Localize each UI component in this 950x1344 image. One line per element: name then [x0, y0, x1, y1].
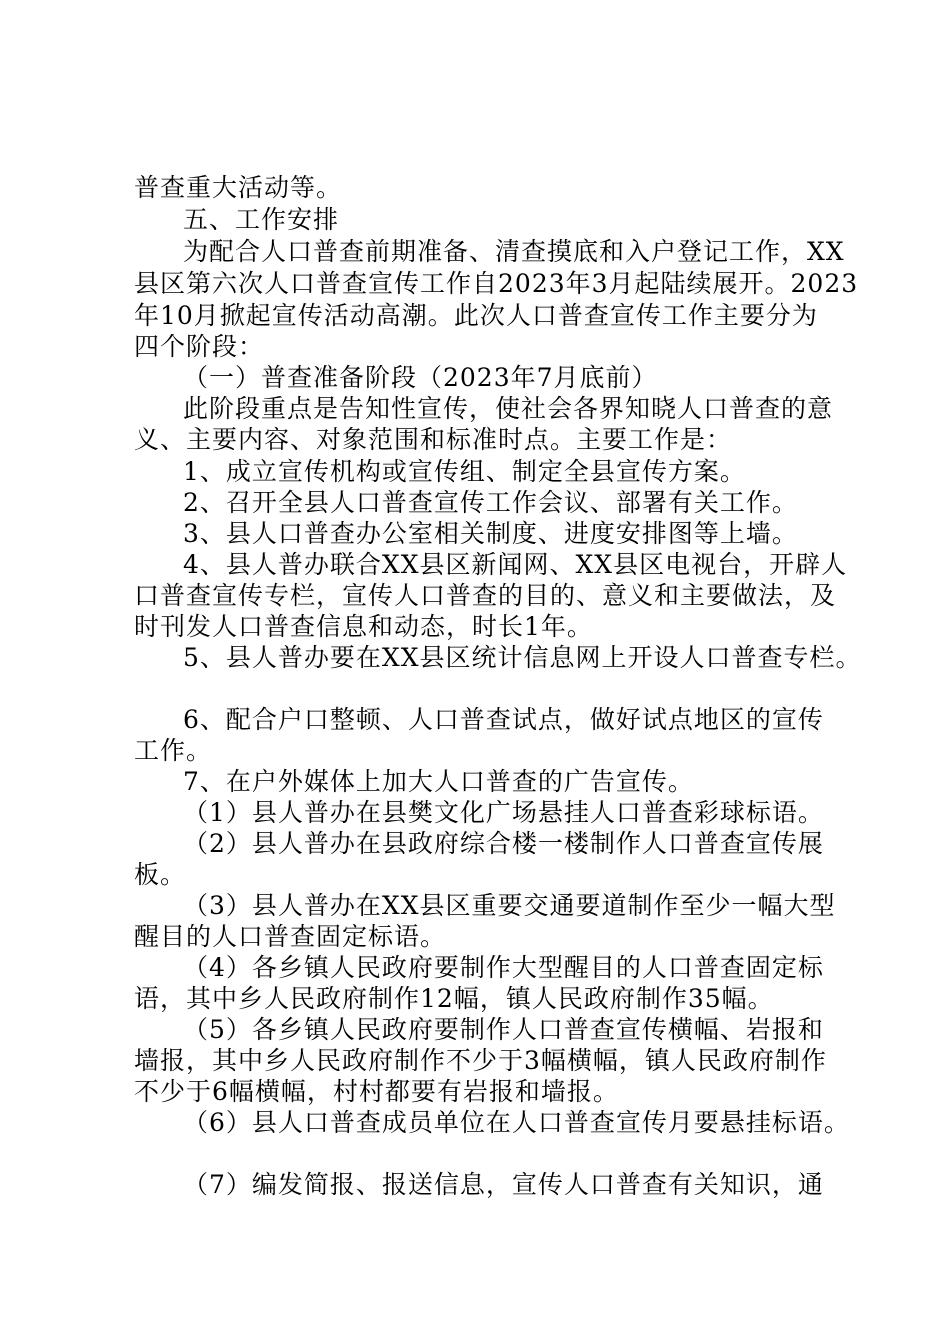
text-line: 此阶段重点是告知性宣传，使社会各界知晓人口普查的意 — [183, 394, 834, 423]
text-line: 普查重大活动等。 — [134, 173, 343, 202]
list-item: 4、县人普办联合XX县区新闻网、XX县区电视台，开辟人 — [183, 550, 848, 579]
text-line: 县区第六次人口普查宣传工作自2023年3月起陆续展开。2023 — [134, 269, 859, 298]
list-item: 1、成立宣传机构或宣传组、制定全县宣传方案。 — [183, 457, 746, 486]
text-line: 为配合人口普查前期准备、清查摸底和入户登记工作，XX — [183, 237, 845, 266]
sub-list-item: （3）县人普办在XX县区重要交通要道制作至少一幅大型 — [183, 891, 836, 920]
text-line: 板。 — [134, 860, 187, 889]
text-line: 工作。 — [134, 736, 213, 765]
sub-list-item: （1）县人普办在县樊文化广场悬挂人口普查彩球标语。 — [183, 798, 824, 827]
text-line: 不少于6幅横幅，村村都要有岩报和墙报。 — [134, 1077, 619, 1106]
subsection-heading: （一）普查准备阶段（2023年7月底前） — [183, 363, 658, 392]
list-item: 5、县人普办要在XX县区统计信息网上开设人口普查专栏。 — [183, 643, 862, 672]
sub-list-item: （7）编发简报、报送信息，宣传人口普查有关知识，通 — [183, 1170, 824, 1199]
text-line: 时刊发人口普查信息和动态，时长1年。 — [134, 612, 593, 641]
text-line: 醒目的人口普查固定标语。 — [134, 922, 447, 951]
list-item: 6、配合户口整顿、人口普查试点，做好试点地区的宣传 — [183, 705, 824, 734]
text-line: 语，其中乡人民政府制作12幅，镇人民政府制作35幅。 — [134, 984, 774, 1013]
section-heading: 五、工作安排 — [183, 205, 340, 234]
sub-list-item: （4）各乡镇人民政府要制作大型醒目的人口普查固定标 — [183, 953, 824, 982]
list-item: 7、在户外媒体上加大人口普查的广告宣传。 — [183, 767, 694, 796]
list-item: 2、召开全县人口普查宣传工作会议、部署有关工作。 — [183, 488, 798, 517]
sub-list-item: （6）县人口普查成员单位在人口普查宣传月要悬挂标语。 — [183, 1108, 850, 1137]
sub-list-item: （5）各乡镇人民政府要制作人口普查宣传横幅、岩报和 — [183, 1015, 824, 1044]
text-line: 义、主要内容、对象范围和标准时点。主要工作是： — [134, 425, 733, 454]
sub-list-item: （2）县人普办在县政府综合楼一楼制作人口普查宣传展 — [183, 829, 824, 858]
text-line: 口普查宣传专栏，宣传人口普查的目的、意义和主要做法，及 — [134, 581, 837, 610]
text-line: 四个阶段： — [134, 332, 265, 361]
text-line: 墙报，其中乡人民政府制作不少于3幅横幅，镇人民政府制作 — [134, 1046, 827, 1075]
list-item: 3、县人口普查办公室相关制度、进度安排图等上墙。 — [183, 519, 798, 548]
text-line: 年10月掀起宣传活动高潮。此次人口普查宣传工作主要分为 — [134, 301, 818, 330]
